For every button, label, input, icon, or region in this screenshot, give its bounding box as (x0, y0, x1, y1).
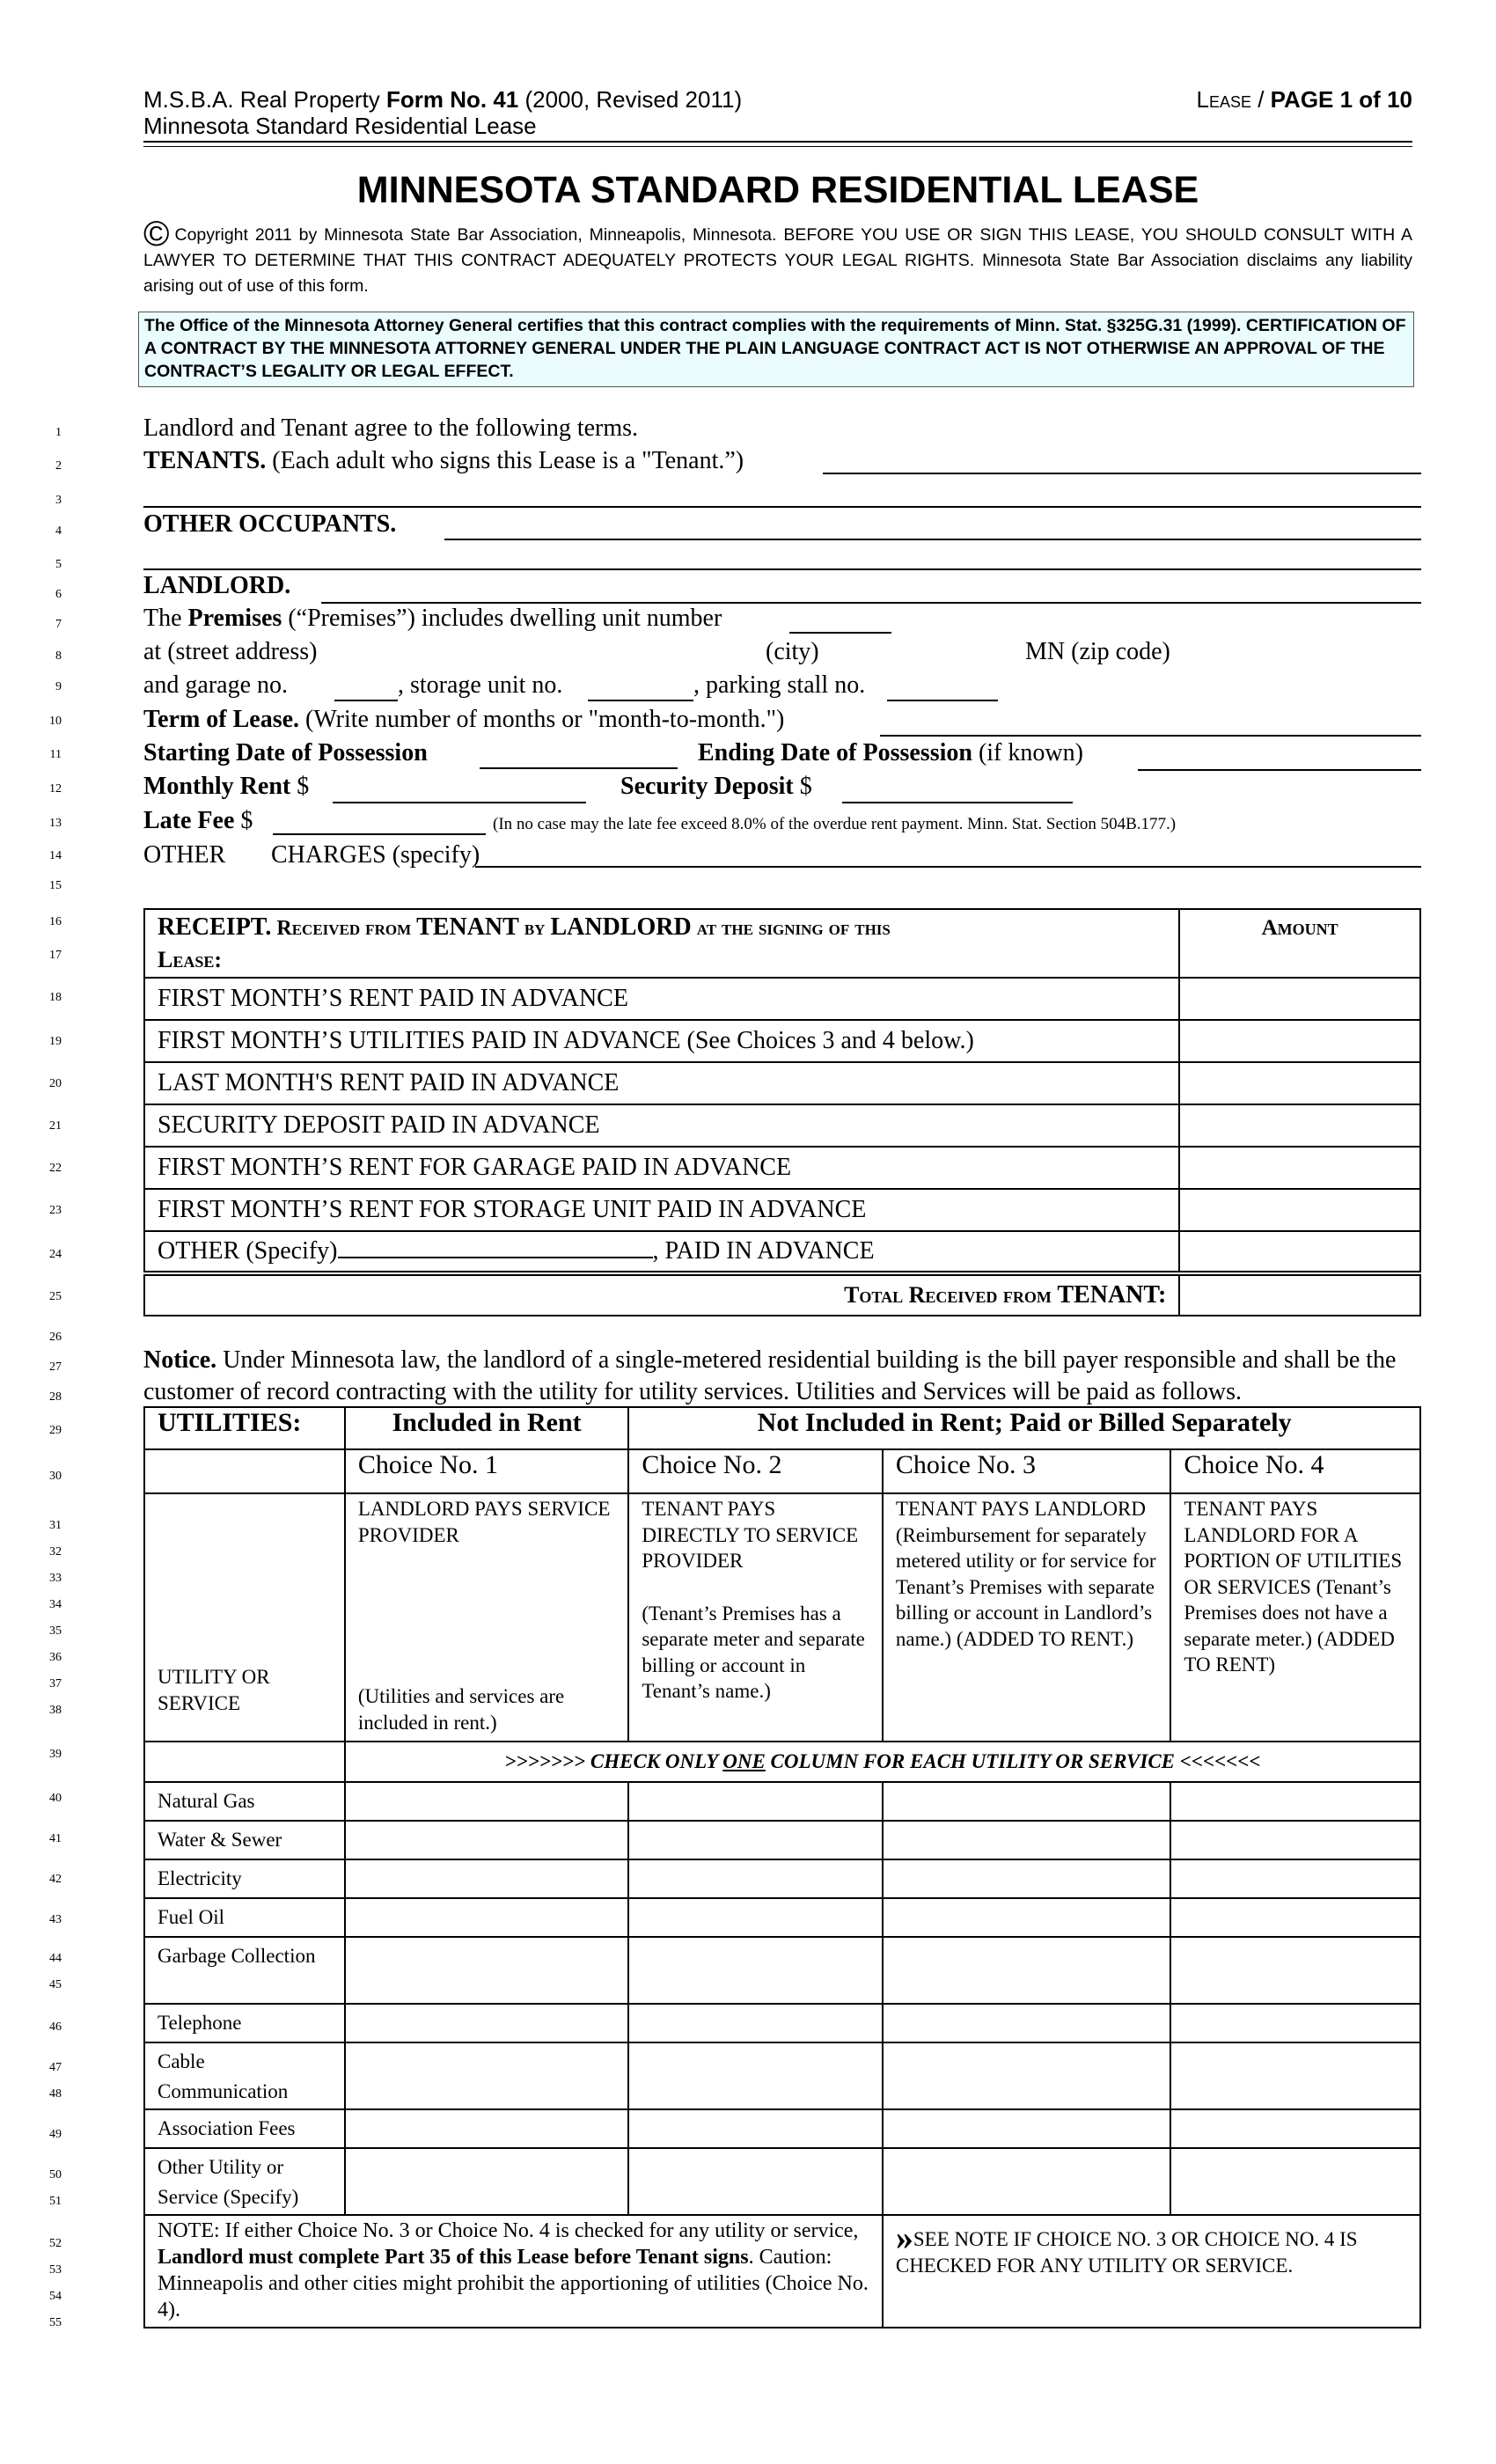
line-number: 13 (49, 817, 62, 830)
line-number: 43 (49, 1913, 62, 1926)
check-instruction (345, 1742, 1420, 1782)
receipt-header-f: at the signing of this (691, 917, 891, 940)
start-date-text: Starting Date of Possession (143, 739, 428, 766)
tenants-label: TENANTS. (143, 447, 267, 474)
late-fee-line (143, 807, 253, 835)
deposit-label: Security Deposit (620, 773, 794, 800)
utility-choice-3-checkbox[interactable] (883, 1937, 1171, 2004)
receipt-row (144, 1147, 1420, 1189)
utility-choice-4-checkbox[interactable] (1170, 2109, 1420, 2148)
page-indicator-sep: / (1250, 86, 1271, 113)
other-occupants-field-2[interactable] (143, 568, 1421, 570)
garage-field[interactable] (334, 700, 398, 701)
line-number: 20 (49, 1077, 62, 1090)
line-number: 8 (55, 649, 62, 663)
utility-row-label: Fuel Oil (144, 1898, 345, 1937)
utility-row-label: Water & Sewer (144, 1821, 345, 1859)
utility-choice-3-checkbox[interactable] (883, 2148, 1171, 2215)
page-indicator (1196, 86, 1412, 113)
line-number: 15 (49, 879, 62, 892)
end-date-desc: (if known) (972, 739, 1083, 766)
other-occupants-field[interactable] (444, 539, 1421, 540)
utility-choice-4-checkbox[interactable] (1170, 1859, 1420, 1898)
utility-choice-4-checkbox[interactable] (1170, 1898, 1420, 1937)
receipt-other-suffix: , PAID IN ADVANCE (652, 1237, 875, 1265)
form-header-left (143, 86, 742, 139)
utility-choice-4-checkbox[interactable] (1170, 1782, 1420, 1821)
utility-row (144, 1898, 1420, 1937)
receipt-amount-field[interactable] (1179, 1231, 1420, 1273)
line-number: 12 (49, 782, 62, 796)
other-charges-field[interactable] (475, 866, 1421, 868)
receipt-total-a: Total Received from (844, 1282, 1058, 1308)
form-number: Form No. 41 (385, 86, 519, 113)
end-date-line (698, 739, 1083, 767)
utility-choice-3-checkbox[interactable] (883, 2042, 1171, 2109)
intro-text: Landlord and Tenant agree to the following terms. (143, 414, 639, 442)
line-number: 21 (49, 1119, 62, 1133)
utility-choice-4-checkbox[interactable] (1170, 1821, 1420, 1859)
dwelling-unit-field[interactable] (789, 632, 891, 634)
other-occupants-label (143, 510, 396, 539)
receipt-row (144, 1104, 1420, 1147)
line-number: 16 (49, 915, 62, 928)
choice-description-row (144, 1493, 1420, 1742)
utility-choice-1-checkbox[interactable] (345, 1898, 628, 1937)
line-number: 11 (49, 748, 62, 761)
utility-choice-2-checkbox[interactable] (628, 1821, 883, 1859)
receipt-other-label: OTHER (Specify) (158, 1237, 338, 1265)
utility-choice-2-checkbox[interactable] (628, 1898, 883, 1937)
line-number: 40 (49, 1792, 62, 1805)
utility-choice-3-checkbox[interactable] (883, 1821, 1171, 1859)
check-instruction-a: >>>>>>> CHECK ONLY (504, 1750, 723, 1772)
utility-row-label: Other Utility or Service (Specify) (144, 2148, 345, 2215)
check-instruction-one: ONE (722, 1750, 766, 1772)
utility-row (144, 1821, 1420, 1859)
double-chevron-icon: » (895, 2218, 913, 2257)
utility-choice-2-checkbox[interactable] (628, 1782, 883, 1821)
see-note-cell (883, 2215, 1420, 2328)
receipt-row-label: FIRST MONTH’S RENT FOR STORAGE UNIT PAID IN ADVANCE (144, 1189, 1179, 1231)
storage-field[interactable] (588, 700, 693, 701)
choice-1-desc-b: (Utilities and services are included in rent.) (357, 1685, 565, 1734)
line-number: 55 (49, 2316, 62, 2329)
choice-1-desc-a: LANDLORD PAYS SERVICE PROVIDER (357, 1498, 611, 1546)
attorney-general-notice: The Office of the Minnesota Attorney General certifies that this contract complies with the requirements of Minn. Stat. §325G.31 (1999). CERTIFICATION OF A CONTRACT BY THE MINNESOTA ATTORNEY GENERAL UNDER THE PLAIN LANGUAGE CONTRACT ACT IS NOT OTHERWISE AN APPROVAL OF THE CONTRACT’S LEGALITY OR LEGAL EFFECT. (138, 312, 1414, 387)
line-number: 19 (49, 1035, 62, 1048)
line-number: 22 (49, 1162, 62, 1175)
utility-choice-1-checkbox[interactable] (345, 2109, 628, 2148)
receipt-row (144, 1062, 1420, 1104)
page-number: PAGE 1 of 10 (1270, 86, 1412, 113)
line-number: 32 (49, 1545, 62, 1558)
header-rule (143, 141, 1412, 143)
line-number: 14 (49, 849, 62, 862)
late-fee-label: Late Fee (143, 807, 235, 834)
line-number: 24 (49, 1248, 62, 1261)
tenants-desc: (Each adult who signs this Lease is a "Tenant.”) (266, 447, 744, 474)
utility-choice-3-checkbox[interactable] (883, 1859, 1171, 1898)
utility-row (144, 2109, 1420, 2148)
line-number: 27 (49, 1360, 62, 1374)
start-date-field[interactable] (480, 767, 678, 769)
utility-choice-4-checkbox[interactable] (1170, 2004, 1420, 2042)
receipt-amount-field[interactable] (1179, 1189, 1420, 1231)
choice-3-desc: TENANT PAYS LANDLORD (Reimbursement for separately metered utility or for service for Tenant’s Premises with separate billing or account in Landlord’s name.) (ADDED TO RENT.) (883, 1493, 1171, 1742)
line-number: 51 (49, 2195, 62, 2208)
rent-dollar: $ (290, 773, 310, 800)
receipt-total-row (144, 1273, 1420, 1316)
term-field[interactable] (880, 735, 1421, 737)
line-number: 23 (49, 1204, 62, 1217)
line-number: 53 (49, 2263, 62, 2277)
deposit-line (620, 773, 812, 801)
line-number: 52 (49, 2237, 62, 2250)
utility-row (144, 1859, 1420, 1898)
amount-label: Amount (1261, 916, 1338, 940)
line-number: 18 (49, 991, 62, 1004)
line-number: 39 (49, 1748, 62, 1761)
form-id-prefix: M.S.B.A. Real Property (143, 86, 386, 113)
utility-choice-2-checkbox[interactable] (628, 1937, 883, 2004)
choice-4-desc: TENANT PAYS LANDLORD FOR A PORTION OF UTILITIES OR SERVICES (Tenant’s Premises does not have a separate meter.) (ADDED TO RENT) (1170, 1493, 1420, 1742)
choice-note-a: NOTE: If either Choice No. 3 or Choice No. 4 is checked for any utility or service, (158, 2219, 859, 2242)
utility-choice-3-checkbox[interactable] (883, 2004, 1171, 2042)
line-number: 5 (55, 558, 62, 571)
utility-row (144, 1782, 1420, 1821)
line-number: 34 (49, 1598, 62, 1611)
start-date-label (143, 739, 428, 767)
receipt-amount-field[interactable] (1179, 1062, 1420, 1104)
check-instruction-row (144, 1742, 1420, 1782)
late-fee-note: (In no case may the late fee exceed 8.0% of the overdue rent payment. Minn. Stat. Section 504B.177.) (493, 815, 1177, 833)
line-number: 54 (49, 2290, 62, 2303)
line-number: 17 (49, 949, 62, 962)
utility-row (144, 2004, 1420, 2042)
utility-row (144, 2042, 1420, 2109)
document-title: MINNESOTA STANDARD RESIDENTIAL LEASE (356, 169, 1199, 211)
choice-2-header: Choice No. 2 (628, 1449, 883, 1493)
receipt-row-label: FIRST MONTH’S RENT PAID IN ADVANCE (144, 978, 1179, 1020)
utility-choice-1-checkbox[interactable] (345, 2004, 628, 2042)
utility-choice-3-checkbox[interactable] (883, 1782, 1171, 1821)
utilities-table (143, 1406, 1421, 2328)
receipt-header (144, 909, 1179, 978)
utility-choice-1-checkbox[interactable] (345, 2042, 628, 2109)
tenants-field[interactable] (823, 473, 1421, 474)
receipt-total-field[interactable] (1179, 1273, 1420, 1316)
header-rule-thin (143, 146, 1412, 147)
choice-note-c: . Caution: Minneapolis and other cities might prohibit the apportioning of utilities (Choice No. 4). (158, 2246, 869, 2321)
premises-label: Premises (187, 605, 282, 632)
choice-4-header: Choice No. 4 (1170, 1449, 1420, 1493)
utility-choice-1-checkbox[interactable] (345, 1937, 628, 2004)
receipt-other-field[interactable] (338, 1237, 653, 1258)
receipt-header-row (144, 909, 1420, 978)
utility-choice-2-checkbox[interactable] (628, 2042, 883, 2109)
amount-header (1179, 909, 1420, 978)
premises-the: The (143, 605, 188, 632)
receipt-row (144, 1189, 1420, 1231)
line-number: 36 (49, 1651, 62, 1664)
line-number: 48 (49, 2087, 62, 2101)
landlord-text: LANDLORD. (143, 572, 291, 599)
receipt-total-b: TENANT: (1057, 1281, 1167, 1309)
included-in-rent-header: Included in Rent (345, 1407, 628, 1449)
line-number: 33 (49, 1572, 62, 1585)
notice-text: Under Minnesota law, the landlord of a single-metered residential building is the bill payer responsible and shall be the customer of record contracting with the utility for utility services. Utilities and Services will be paid as follows. (143, 1346, 1397, 1405)
deposit-field[interactable] (842, 802, 1073, 803)
choice-2-desc-b: (Tenant’s Premises has a separate meter and separate billing or account in Tenant’s name.) (642, 1602, 865, 1702)
choice-1-header: Choice No. 1 (345, 1449, 628, 1493)
copyright-text: Copyright 2011 by Minnesota State Bar Association, Minneapolis, Minnesota. BEFORE YOU USE OR SIGN THIS LEASE, YOU SHOULD CONSULT WITH A LAWYER TO DETERMINE THAT THIS CONTRACT ADEQUATELY PROTECTS YOUR LEGAL RIGHTS. Minnesota State Bar Association disclaims any liability arising out of use of this form. (143, 225, 1412, 296)
receipt-label: RECEIPT. (158, 913, 272, 941)
rent-label: Monthly Rent (143, 773, 291, 800)
utility-choice-2-checkbox[interactable] (628, 2148, 883, 2215)
receipt-row (144, 1020, 1420, 1062)
utility-choice-1-checkbox[interactable] (345, 1821, 628, 1859)
receipt-header-by: by (518, 917, 551, 940)
receipt-total-label (144, 1273, 1179, 1316)
line-number: 26 (49, 1331, 62, 1344)
garage-label: and garage no. (143, 671, 289, 699)
choices-row-blank (144, 1449, 345, 1493)
receipt-row-label: LAST MONTH'S RENT PAID IN ADVANCE (144, 1062, 1179, 1104)
city-label: (city) (766, 638, 819, 665)
utilities-label: UTILITIES: (144, 1407, 345, 1449)
term-desc: (Write number of months or "month-to-month.") (299, 706, 785, 733)
line-number: 10 (49, 715, 62, 728)
line-number: 1 (55, 426, 62, 439)
line-number: 9 (55, 680, 62, 693)
utility-choice-4-checkbox[interactable] (1170, 1937, 1420, 2004)
utility-choice-2-checkbox[interactable] (628, 1859, 883, 1898)
rent-line (143, 773, 309, 801)
choice-note-b: Landlord must complete Part 35 of this Lease before Tenant signs (158, 2246, 749, 2269)
term-label: Term of Lease. (143, 706, 300, 733)
receipt-row (144, 978, 1420, 1020)
utility-row-label: Electricity (144, 1859, 345, 1898)
utility-choice-3-checkbox[interactable] (883, 2109, 1171, 2148)
line-number: 41 (49, 1832, 62, 1845)
utility-row-label: Association Fees (144, 2109, 345, 2148)
tenants-line (143, 447, 744, 475)
late-fee-dollar: $ (234, 807, 253, 834)
term-line (143, 706, 784, 734)
line-number: 37 (49, 1677, 62, 1690)
form-subtitle: Minnesota Standard Residential Lease (143, 113, 537, 139)
utility-choice-4-checkbox[interactable] (1170, 2042, 1420, 2109)
utility-choice-1-checkbox[interactable] (345, 1859, 628, 1898)
utility-choice-1-checkbox[interactable] (345, 1782, 628, 1821)
utility-rows (144, 1782, 1420, 2215)
receipt-header-b: Received from (271, 917, 417, 940)
utility-choice-3-checkbox[interactable] (883, 1898, 1171, 1937)
line-number: 35 (49, 1624, 62, 1638)
landlord-field[interactable] (321, 602, 1421, 604)
utility-row-label: Natural Gas (144, 1782, 345, 1821)
receipt-row-other (144, 1231, 1420, 1273)
utilities-header-row (144, 1407, 1420, 1449)
parking-label: , parking stall no. (693, 671, 866, 699)
form-revision: (2000, Revised 2011) (518, 86, 743, 113)
line-number: 25 (49, 1290, 62, 1303)
choice-2-desc (628, 1493, 883, 1742)
utility-choice-2-checkbox[interactable] (628, 2109, 883, 2148)
parking-field[interactable] (887, 700, 998, 701)
line-number: 4 (55, 524, 62, 538)
receipt-header-lease: Lease: (158, 947, 223, 972)
receipt-row-label: FIRST MONTH’S RENT FOR GARAGE PAID IN ADVANCE (144, 1147, 1179, 1189)
choices-row (144, 1449, 1420, 1493)
line-number: 38 (49, 1704, 62, 1717)
other-occupants-text: OTHER OCCUPANTS. (143, 510, 397, 538)
receipt-other-cell (144, 1231, 1179, 1273)
utilities-notice (143, 1345, 1412, 1408)
notice-label: Notice. (143, 1346, 217, 1374)
tenants-field-2[interactable] (143, 506, 1421, 508)
other-charges-label: OTHER (143, 841, 226, 869)
late-fee-field[interactable] (273, 833, 486, 835)
line-number: 30 (49, 1470, 62, 1483)
other-charges-desc: CHARGES (specify) (271, 841, 480, 869)
line-number: 46 (49, 2020, 62, 2034)
receipt-amount-field[interactable] (1179, 1104, 1420, 1147)
check-instruction-blank (144, 1742, 345, 1782)
receipt-table (143, 908, 1421, 1316)
line-number: 47 (49, 2061, 62, 2074)
landlord-label (143, 572, 290, 600)
utility-row (144, 1937, 1420, 2004)
copyright-icon: © (143, 215, 170, 253)
utility-row-label: Cable Communication (144, 2042, 345, 2109)
receipt-amount-field[interactable] (1179, 1020, 1420, 1062)
line-number: 50 (49, 2168, 62, 2182)
line-number: 3 (55, 494, 62, 507)
page-indicator-lease: Lease (1196, 86, 1251, 113)
choice-2-desc-a: TENANT PAYS DIRECTLY TO SERVICE PROVIDER (642, 1498, 859, 1572)
receipt-row-label: SECURITY DEPOSIT PAID IN ADVANCE (144, 1104, 1179, 1147)
utility-choice-4-checkbox[interactable] (1170, 2148, 1420, 2215)
line-number: 29 (49, 1424, 62, 1437)
receipt-row-label: FIRST MONTH’S UTILITIES PAID IN ADVANCE (See Choices 3 and 4 below.) (144, 1020, 1179, 1062)
choice-1-desc (345, 1493, 628, 1742)
rent-field[interactable] (333, 802, 586, 803)
line-number: 44 (49, 1952, 62, 1965)
line-number: 49 (49, 2128, 62, 2141)
end-date-field[interactable] (1138, 769, 1421, 771)
premises-desc: (“Premises”) includes dwelling unit number (282, 605, 722, 632)
utility-row-label: Garbage Collection (144, 1937, 345, 2004)
utility-row (144, 2148, 1420, 2215)
deposit-dollar: $ (793, 773, 812, 800)
choice-3-header: Choice No. 3 (883, 1449, 1171, 1493)
not-included-header: Not Included in Rent; Paid or Billed Separately (628, 1407, 1420, 1449)
line-number: 7 (55, 618, 62, 631)
end-date-label: Ending Date of Possession (698, 739, 972, 766)
utility-choice-1-checkbox[interactable] (345, 2148, 628, 2215)
choice-note (144, 2215, 883, 2328)
line-number: 42 (49, 1873, 62, 1886)
line-number: 45 (49, 1978, 62, 1991)
check-instruction-c: COLUMN FOR EACH UTILITY OR SERVICE <<<<<<< (765, 1750, 1261, 1772)
line-number: 6 (55, 588, 62, 601)
utility-or-service-label: UTILITY OR SERVICE (144, 1493, 345, 1742)
receipt-header-landlord: LANDLORD (550, 913, 692, 941)
line-number: 2 (55, 459, 62, 473)
utility-choice-2-checkbox[interactable] (628, 2004, 883, 2042)
see-note-text: SEE NOTE IF CHOICE NO. 3 OR CHOICE NO. 4 IS CHECKED FOR ANY UTILITY OR SERVICE. (895, 2228, 1358, 2277)
utility-row-label: Telephone (144, 2004, 345, 2042)
line-number: 28 (49, 1390, 62, 1404)
line-number: 31 (49, 1519, 62, 1532)
premises-line (143, 605, 722, 633)
storage-label: , storage unit no. (398, 671, 563, 699)
copyright-notice (143, 215, 1412, 299)
note-row (144, 2215, 1420, 2328)
zip-label: MN (zip code) (1025, 638, 1170, 665)
receipt-header-tenant: TENANT (416, 913, 519, 941)
street-label: at (street address) (143, 638, 318, 665)
receipt-amount-field[interactable] (1179, 978, 1420, 1020)
receipt-amount-field[interactable] (1179, 1147, 1420, 1189)
